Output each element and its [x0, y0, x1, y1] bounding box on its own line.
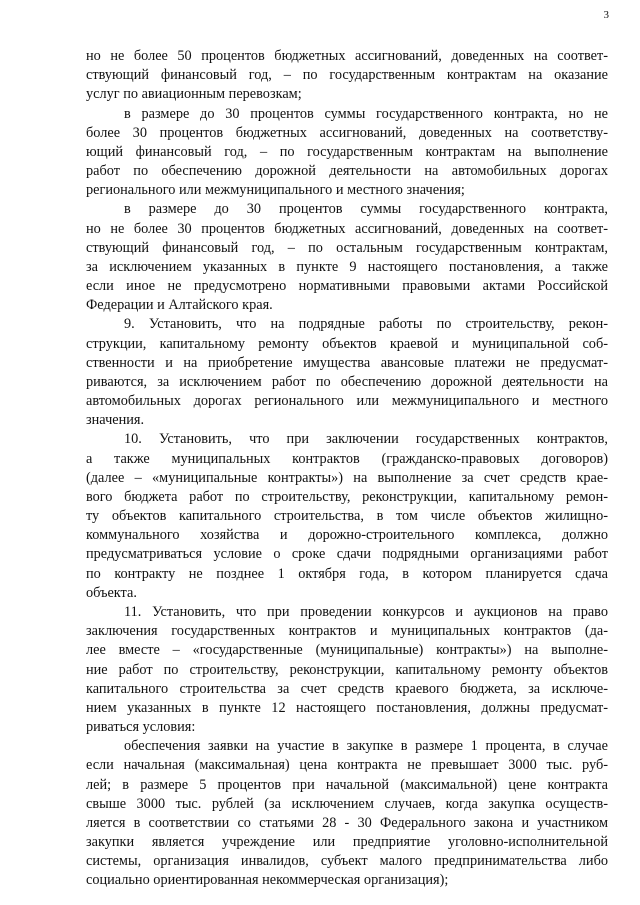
text-line: ствующий финансовый год, – по остальным государственным контрактам,	[86, 239, 608, 256]
text-line: 10. Установить, что при заключении государственных контрактов,	[124, 431, 608, 448]
paragraph	[86, 737, 608, 890]
text-line: системы, организация инвалидов, субъект малого предпринимательства либо	[86, 853, 608, 870]
text-line: работ по обеспечению дорожной деятельности на автомобильных дорогах	[86, 163, 608, 180]
paragraph	[86, 47, 608, 105]
text-line: ние работ по строительству, реконструкции, капитальному ремонту объектов	[86, 661, 608, 678]
text-line: риваться условия:	[86, 719, 196, 736]
text-line: капитального строительства за счет средств краевого бюджета, за исключе-	[86, 680, 608, 697]
text-line: а также муниципальных контрактов (гражданско-правовых договоров)	[86, 450, 608, 467]
text-line: коммунального хозяйства и дорожно-строительного комплекса, должно	[86, 527, 608, 544]
paragraph	[86, 603, 608, 737]
paragraph	[86, 105, 608, 201]
text-line: (далее – «муниципальные контракты») на выполнение за счет средств крае-	[86, 469, 608, 486]
text-line: лей; в размере 5 процентов при начальной (максимальной) цене контракта	[86, 776, 608, 793]
text-line: но не более 30 процентов бюджетных ассигнований, доведенных на соответ-	[86, 220, 608, 237]
text-line: 9. Установить, что на подрядные работы по строительству, рекон-	[124, 316, 608, 333]
text-line: свыше 3000 тыс. рублей (за исключением случаев, когда закупка осуществ-	[86, 795, 608, 812]
paragraph	[86, 200, 608, 315]
text-line: вого бюджета работ по строительству, реконструкции, капитальному ремон-	[86, 488, 608, 505]
text-line: но не более 50 процентов бюджетных ассигнований, доведенных на соответ-	[86, 48, 608, 64]
text-line: за исключением указанных в пункте 9 настоящего постановления, а также	[86, 258, 608, 275]
text-line: автомобильных дорогах регионального или межмуниципального и местного	[86, 393, 608, 410]
text-line: 11. Установить, что при проведении конкурсов и аукционов на право	[124, 603, 608, 620]
text-line: лее вместе – «государственные (муниципальные) контракты») на выполне-	[86, 642, 608, 659]
text-line: заключения государственных контрактов и муниципальных контрактов (да-	[86, 623, 608, 640]
text-line: социально ориентированная некоммерческая организация);	[86, 872, 449, 889]
text-line: более 30 процентов бюджетных ассигнований, доведенных на соответству-	[86, 124, 608, 141]
text-line: ту объектов капитального строительства, в том числе объектов жилищно-	[86, 508, 608, 525]
text-line: в размере до 30 процентов суммы государственного контракта, но не	[124, 105, 608, 122]
text-line: значения.	[86, 412, 145, 429]
text-line: если начальная (максимальная) цена контракта не превышает 3000 тыс. руб-	[86, 757, 608, 774]
text-line: струкции, капитальному ремонту объектов краевой и муниципальной соб-	[86, 335, 608, 352]
page-number: 3	[603, 9, 609, 21]
paragraph	[86, 430, 608, 603]
text-line: услуг по авиационным перевозкам;	[86, 86, 302, 103]
text-line: в размере до 30 процентов суммы государственного контракта,	[124, 201, 608, 218]
text-line: объекта.	[86, 584, 137, 601]
text-line: обеспечения заявки на участие в закупке в размере 1 процента, в случае	[124, 738, 608, 755]
text-line: предусматриваться условие о сроке сдачи подрядными организациями работ	[86, 546, 608, 563]
text-line: ющий финансовый год, – по государственным контрактам на выполнение	[86, 143, 608, 160]
text-line: если иное не предусмотрено нормативными правовыми актами Российской	[86, 278, 608, 295]
text-line: риваются, за исключением работ по обеспечению дорожной деятельности на	[86, 373, 608, 390]
document-body	[86, 47, 608, 891]
text-line: Федерации и Алтайского края.	[86, 297, 273, 314]
text-line: ляется в соответствии со статьями 28 - 30 Федерального закона и участником	[86, 814, 608, 831]
text-line: закупки является учреждение или предприятие уголовно-исполнительной	[86, 834, 608, 851]
text-line: нием указанных в пункте 12 настоящего постановления, должны предусмат-	[86, 699, 608, 716]
text-line: регионального или межмуниципального и местного значения;	[86, 182, 465, 199]
text-line: ствующий финансовый год, – по государственным контрактам на оказание	[86, 67, 608, 84]
text-line: ственности и на приобретение имущества авансовые платежи не предусмат-	[86, 354, 608, 371]
paragraph	[86, 315, 608, 430]
text-line: по контракту не позднее 1 октября года, в котором планируется сдача	[86, 565, 608, 582]
